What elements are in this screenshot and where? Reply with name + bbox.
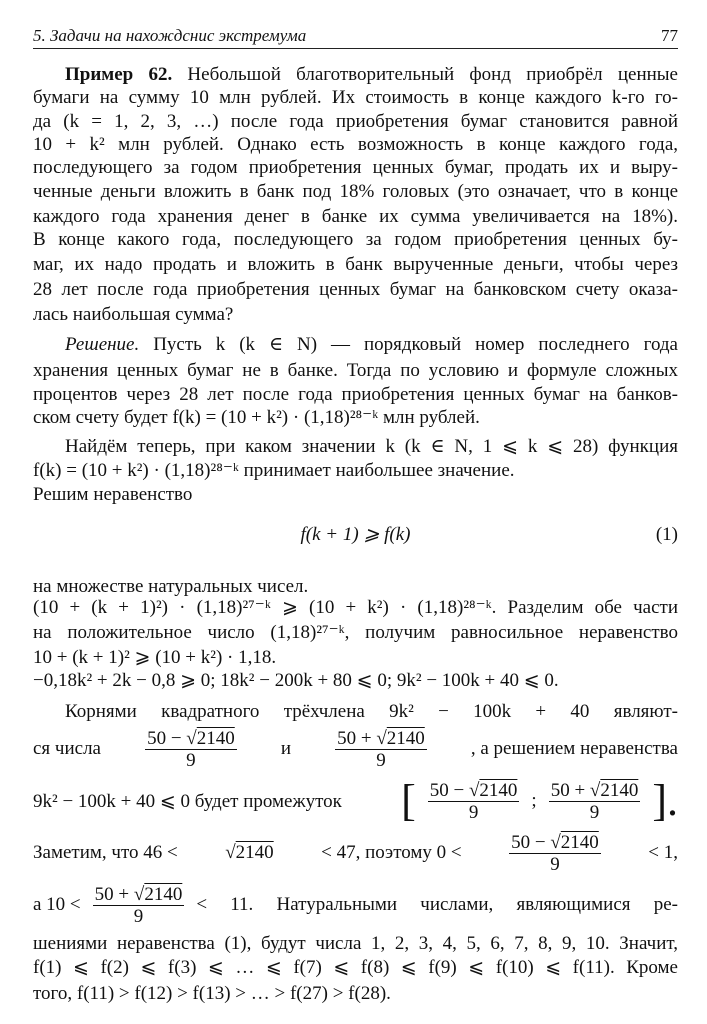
page-number: 77 bbox=[661, 26, 678, 45]
solution-line: 10 + (k + 1)² ⩾ (10 + k²) · 1,18. bbox=[33, 647, 277, 668]
solution-line: ском счету будет f(k) = (10 + k²) · (1,18)²⁸⁻ᵏ млн рублей. bbox=[33, 407, 480, 428]
solution-line: процентов через 28 лет после года приобретения ценных бумаг на банков- bbox=[33, 384, 678, 405]
running-header bbox=[33, 20, 678, 49]
solution-line: того, f(11) > f(12) > f(13) > … > f(27) > f(28). bbox=[33, 983, 391, 1004]
display-formula: f(k + 1) ⩾ f(k) (1) bbox=[300, 524, 678, 545]
estimate-line: Заметим, что 46 < √2140 < 47, поэтому 0 < $\frac{50 - √2140}{9}$ < 1, bbox=[33, 831, 678, 875]
solution-line: на множестве натуральных чисел. bbox=[33, 576, 309, 597]
solution-line: хранения ценных бумаг не в банке. Тогда по условию и формуле сложных bbox=[33, 360, 678, 381]
example-line: 10 + k² млн рублей. Однако есть возможность в конце каждого года, bbox=[33, 134, 678, 155]
example-line: да (k = 1, 2, 3, …) после года приобретения бумаг становится равной bbox=[33, 111, 678, 132]
example-line: 28 лет после года приобретения ценных бумаг на банковском счету оказа- bbox=[33, 279, 678, 300]
solution-line: Решение. Пусть k (k ∈ N) — порядковый номер последнего года bbox=[65, 334, 678, 355]
solution-line: (10 + (k + 1)²) · (1,18)²⁷⁻ᵏ ⩾ (10 + k²) · (1,18)²⁸⁻ᵏ. Разделим обе части bbox=[33, 597, 678, 618]
sqrt-2140: √2140 bbox=[225, 842, 274, 863]
solution-line: на положительное число (1,18)²⁷⁻ᵏ, получим равносильное неравенство bbox=[33, 622, 678, 643]
solution-line: Решим неравенство bbox=[33, 484, 193, 505]
example-line: маг, их надо продать и вложить в банк вырученные деньги, чтобы через bbox=[33, 254, 678, 275]
example-line: В конце какого года, последующего за годом приобретения ценных бу- bbox=[33, 229, 678, 250]
solution-line: Корнями квадратного трёхчлена 9k² − 100k + 40 являют- bbox=[65, 701, 678, 722]
estimate-line: а 10 < $\frac{50 + √2140}{9}$ < 11. Натуральными числами, являющимися ре- bbox=[33, 883, 678, 927]
equation-number: (1) bbox=[655, 524, 678, 545]
solution-line: f(k) = (10 + k²) · (1,18)²⁸⁻ᵏ принимает наибольшее значение. bbox=[33, 460, 515, 481]
example-line: последующего за годом приобретения ценных бумаг, продать их и выру- bbox=[33, 157, 678, 178]
solution-line: −0,18k² + 2k − 0,8 ⩾ 0; 18k² − 200k + 80 ⩽ 0; 9k² − 100k + 40 ⩽ 0. bbox=[33, 670, 559, 691]
example-line: лась наибольшая сумма? bbox=[33, 304, 234, 325]
solution-line: Найдём теперь, при каком значении k (k ∈ N, 1 ⩽ k ⩽ 28) функция bbox=[65, 436, 678, 457]
solution-line: f(1) ⩽ f(2) ⩽ f(3) ⩽ … ⩽ f(7) ⩽ f(8) ⩽ f(9) ⩽ f(10) ⩽ f(11). Кроме bbox=[33, 957, 678, 978]
example-line: ченные деньги вложить в банк под 18% головых (это означает, что в конце bbox=[33, 181, 678, 202]
example-line: бумаги на сумму 10 млн рублей. Их стоимость в конце каждого k-го го- bbox=[33, 87, 678, 108]
interval: [ $\frac{50 - √2140}{9}$ ; $\frac{50 + √2140}{9}$ ]. bbox=[401, 776, 678, 825]
example-line: каждого года хранения денег в банке их сумма увеличивается на 18%). bbox=[33, 206, 678, 227]
fraction-root-plus: $\frac{50 + √2140}{9}$ bbox=[337, 727, 425, 771]
solution-label: Решение. bbox=[65, 334, 140, 355]
roots-line: ся числа $\frac{50 - √2140}{9}$ и $\frac{50 + √2140}{9}$ , а решением неравенства bbox=[33, 727, 678, 771]
interval-line: 9k² − 100k + 40 ⩽ 0 будет промежуток [ $\frac{50 - √2140}{9}$ ; $\frac{50 + √2140}{9}$ ]. bbox=[33, 776, 678, 825]
fraction-root-minus: $\frac{50 - √2140}{9}$ bbox=[147, 727, 235, 771]
solution-line: шениями неравенства (1), будут числа 1, 2, 3, 4, 5, 6, 7, 8, 9, 10. Значит, bbox=[33, 933, 678, 954]
example-line: Пример 62. Небольшой благотворительный фонд приобрёл ценные bbox=[65, 64, 678, 85]
chapter-title: 5. Задачи на нахождснис экстремума bbox=[33, 26, 307, 45]
example-label: Пример 62. bbox=[65, 64, 173, 85]
